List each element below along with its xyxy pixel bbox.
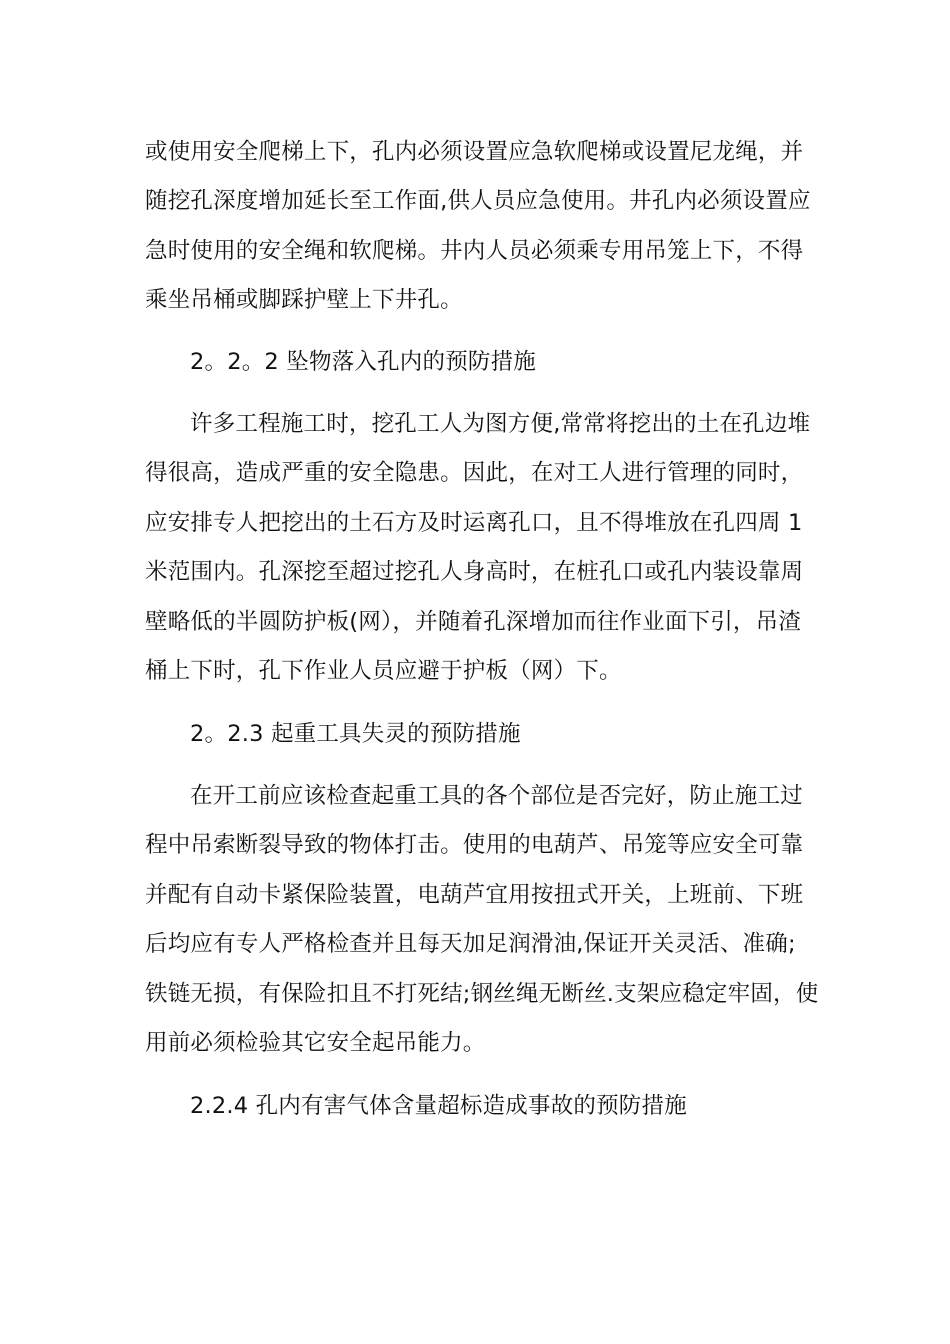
paragraph-line: 在开工前应该检查起重工具的各个部位是否完好，防止施工过 bbox=[190, 783, 803, 809]
section-heading: 2。2.3 起重工具失灵的预防措施 bbox=[190, 721, 521, 747]
paragraph-line: 后均应有专人严格检查并且每天加足润滑油,保证开关灵活、准确; bbox=[145, 931, 796, 957]
paragraph-line: 乘坐吊桶或脚踩护壁上下井孔。 bbox=[145, 287, 463, 313]
paragraph-line: 或使用安全爬梯上下，孔内必须设置应急软爬梯或设置尼龙绳，并 bbox=[145, 139, 804, 165]
paragraph-line: 铁链无损，有保险扣且不打死结;钢丝绳无断丝.支架应稳定牢固，使 bbox=[145, 981, 819, 1007]
paragraph-line: 并配有自动卡紧保险装置，电葫芦宜用按扭式开关，上班前、下班 bbox=[145, 882, 804, 908]
paragraph-line: 随挖孔深度增加延长至工作面,供人员应急使用。井孔内必须设置应 bbox=[145, 188, 811, 214]
paragraph-line: 应安排专人把挖出的土石方及时运离孔口，且不得堆放在孔四周 1 bbox=[145, 510, 803, 536]
paragraph-line: 壁略低的半圆防护板(网），并随着孔深增加而往作业面下引，吊渣 bbox=[145, 609, 802, 635]
section-heading: 2。2。2 坠物落入孔内的预防措施 bbox=[190, 349, 536, 375]
paragraph-line: 桶上下时，孔下作业人员应避于护板（网）下。 bbox=[145, 658, 622, 684]
paragraph-line: 程中吊索断裂导致的物体打击。使用的电葫芦、吊笼等应安全可靠 bbox=[145, 832, 804, 858]
paragraph-line: 急时使用的安全绳和软爬梯。井内人员必须乘专用吊笼上下，不得 bbox=[145, 238, 804, 264]
paragraph-line: 得很高，造成严重的安全隐患。因此，在对工人进行管理的同时， bbox=[145, 460, 804, 486]
paragraph-line: 米范围内。孔深挖至超过挖孔人身高时，在桩孔口或孔内装设靠周 bbox=[145, 559, 804, 585]
paragraph-line: 许多工程施工时，挖孔工人为图方便,常常将挖出的土在孔边堆 bbox=[190, 411, 811, 437]
paragraph-line: 用前必须检验其它安全起吊能力。 bbox=[145, 1030, 486, 1056]
section-heading: 2.2.4 孔内有害气体含量超标造成事故的预防措施 bbox=[190, 1093, 687, 1119]
